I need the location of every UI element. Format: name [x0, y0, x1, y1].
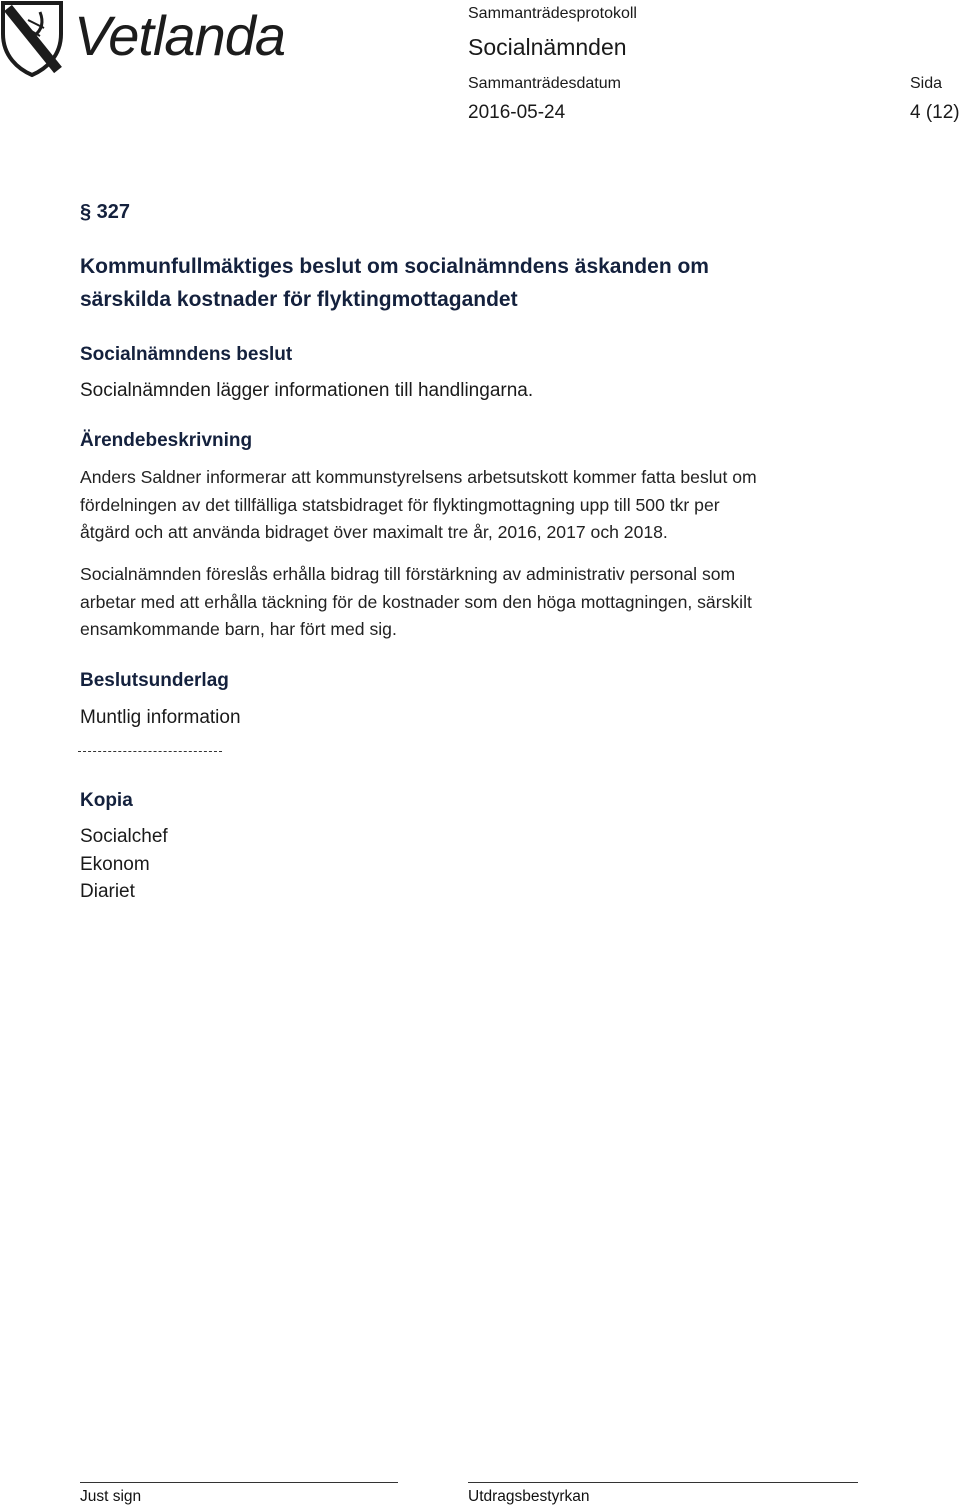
case-title-line-1: Kommunfullmäktiges beslut om socialnämndens äskanden om	[80, 255, 709, 278]
basis-heading: Beslutsunderlag	[80, 670, 229, 691]
decision-text: Socialnämnden lägger informationen till handlingarna.	[80, 380, 534, 401]
logo-wordmark: Vetlanda	[74, 4, 285, 67]
description-paragraph-1	[80, 464, 757, 547]
section-divider	[78, 751, 222, 752]
logo	[0, 0, 300, 80]
text-line: Anders Saldner informerar att kommunstyrelsens arbetsutskott kommer fatta beslut om	[80, 467, 757, 487]
attestation-line	[468, 1482, 858, 1483]
text-line: arbetar med att erhålla täckning för de kostnader som den höga mottagningen, särskilt	[80, 591, 752, 612]
paragraph-number: § 327	[80, 201, 131, 223]
description-paragraph-2	[80, 561, 752, 644]
copy-recipient: Socialchef	[80, 826, 168, 847]
extract-label: Utdragsbestyrkan	[468, 1488, 590, 1505]
page-number: 4 (12)	[910, 102, 960, 123]
page-label: Sida	[910, 75, 943, 92]
description-heading: Ärendebeskrivning	[80, 430, 253, 451]
copy-recipient: Diariet	[80, 881, 135, 902]
meeting-date-value: 2016-05-24	[468, 102, 566, 123]
decision-heading: Socialnämndens beslut	[80, 344, 293, 365]
coat-of-arms-icon	[0, 0, 64, 78]
text-line: Socialnämnden föreslås erhålla bidrag till förstärkning av administrativ personal som	[80, 564, 736, 584]
signature-line	[80, 1482, 398, 1483]
basis-text: Muntlig information	[80, 707, 241, 728]
case-title-line-2: särskilda kostnader för flyktingmottagandet	[80, 288, 518, 311]
copy-heading: Kopia	[80, 790, 133, 811]
meeting-date-label: Sammanträdesdatum	[468, 75, 621, 92]
sign-label: Just sign	[80, 1488, 142, 1505]
text-line: åtgärd och att använda bidraget över maximalt tre år, 2016, 2017 och 2018.	[80, 522, 668, 543]
copy-recipient: Ekonom	[80, 854, 150, 875]
document-type: Sammanträdesprotokoll	[468, 5, 637, 22]
committee-name: Socialnämnden	[468, 34, 627, 60]
text-line: ensamkommande barn, har fört med sig.	[80, 619, 397, 640]
text-line: fördelningen av det tillfälliga statsbidraget för flyktingmottagning upp till 500 tkr per	[80, 494, 720, 515]
